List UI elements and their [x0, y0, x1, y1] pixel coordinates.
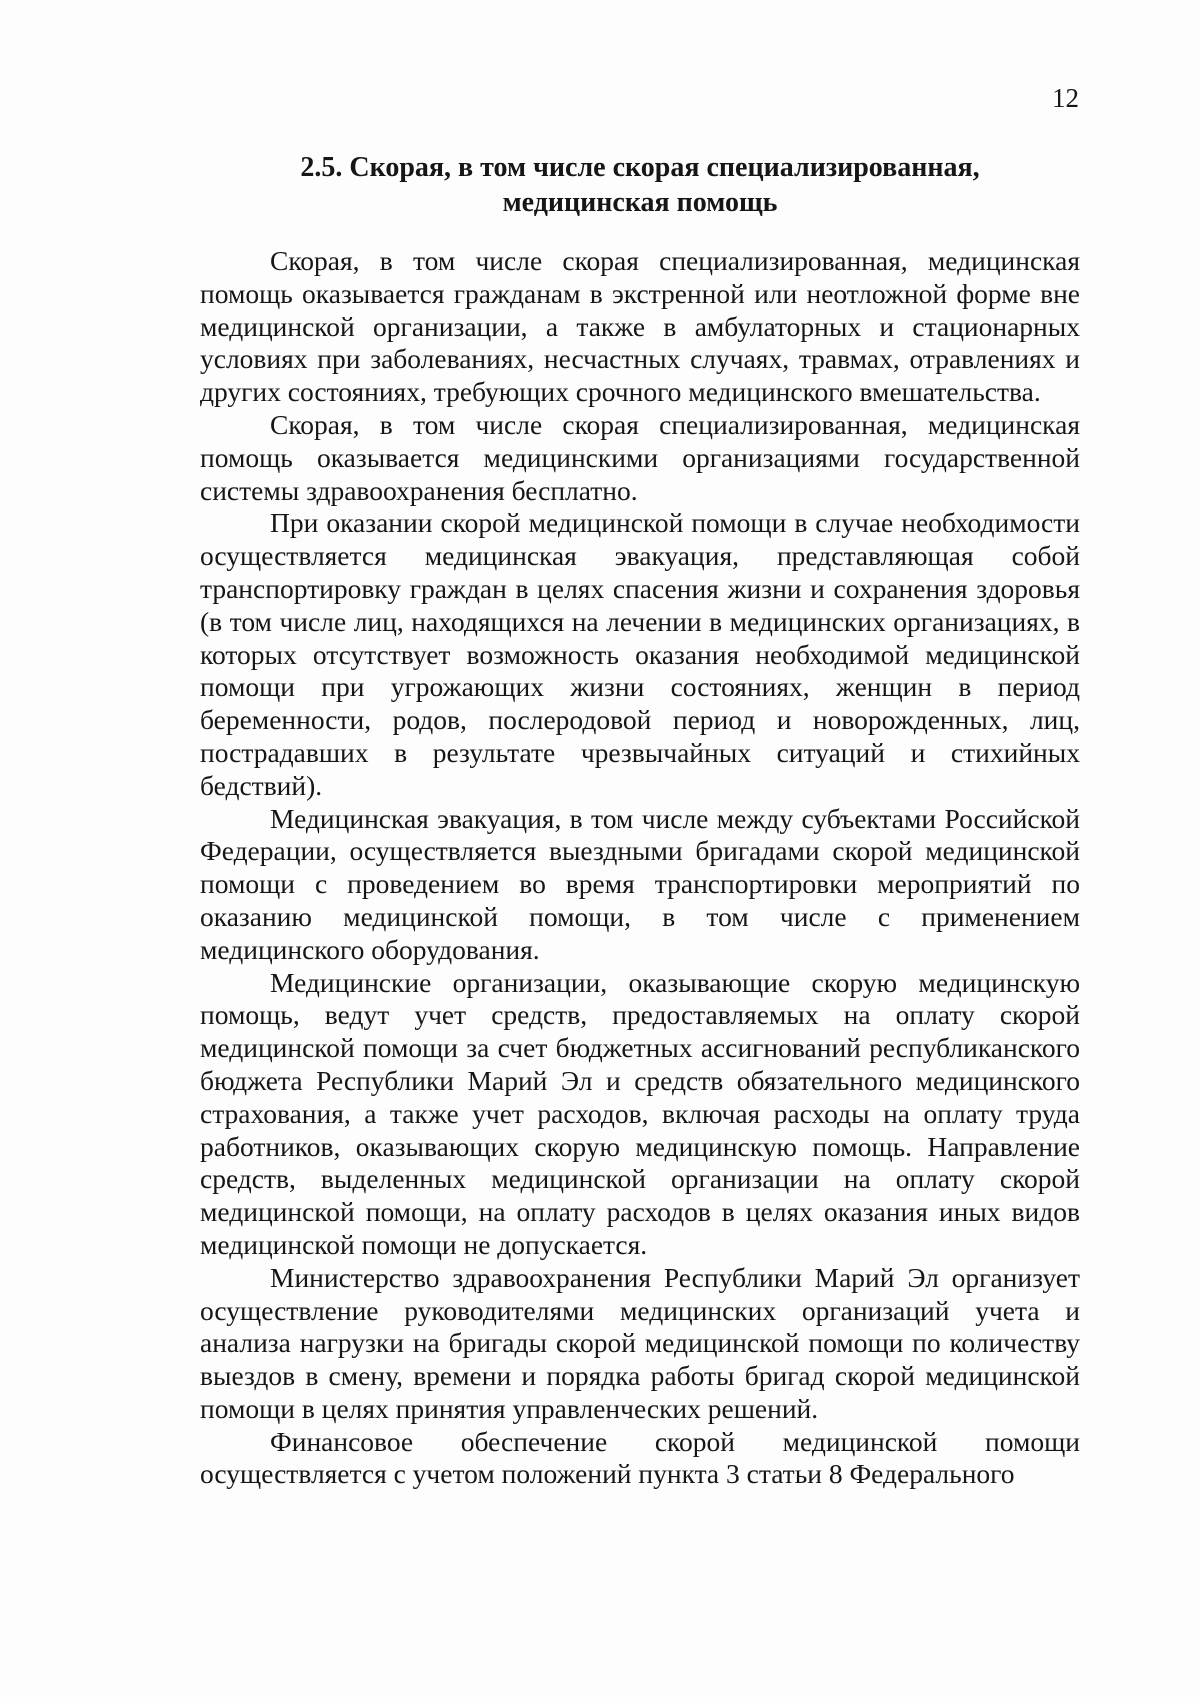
paragraph: Медицинская эвакуация, в том числе между субъектами Российской Федерации, осуществляется выездными бригадами скорой медицинской помощи с проведением во время транспортировки мероприятий по оказанию медицинской помощи, в том числе с применением медицинского оборудования.: [200, 802, 1080, 965]
paragraph: Медицинские организации, оказывающие скорую медицинскую помощь, ведут учет средств, предоставляемых на оплату скорой медицинской помощи за счет бюджетных ассигнований республиканского бюджета Республики Марий Эл и средств обязательного медицинского страхования, а также учет расходов, включая расходы на оплату труда работников, оказывающих скорую медицинскую помощь. Направление средств, выделенных медицинской организации на оплату скорой медицинской помощи, на оплату расходов в целях оказания иных видов медицинской помощи не допускается.: [200, 966, 1080, 1260]
paragraph: Скорая, в том числе скорая специализированная, медицинская помощь оказывается медицинскими организациями государственной системы здравоохранения бесплатно.: [200, 408, 1080, 506]
section-heading-line-1: 2.5. Скорая, в том числе скорая специализированная,: [300, 152, 980, 183]
body-text: [200, 245, 1080, 1491]
section-heading-line-2: медицинская помощь: [502, 187, 778, 218]
section-heading: [200, 150, 1080, 220]
paragraph: При оказании скорой медицинской помощи в случае необходимости осуществляется медицинская эвакуация, представляющая собой транспортировку граждан в целях спасения жизни и сохранения здоровья (в том числе лиц, находящихся на лечении в медицинских организациях, в которых отсутствует возможность оказания необходимой медицинской помощи при угрожающих жизни состояниях, женщин в период беременности, родов, послеродовой период и новорожденных, лиц, пострадавших в результате чрезвычайных ситуаций и стихийных бедствий).: [200, 507, 1080, 801]
page-number: 12: [1052, 83, 1079, 113]
paragraph: Скорая, в том числе скорая специализированная, медицинская помощь оказывается гражданам в экстренной или неотложной форме вне медицинской организации, а также в амбулаторных и стационарных условиях при заболеваниях, несчастных случаях, травмах, отравлениях и других состояниях, требующих срочного медицинского вмешательства.: [200, 245, 1080, 408]
paragraph: Министерство здравоохранения Республики Марий Эл организует осуществление руководителями медицинских организаций учета и анализа нагрузки на бригады скорой медицинской помощи по количеству выездов в смену, времени и порядка работы бригад скорой медицинской помощи в целях принятия управленческих решений.: [200, 1261, 1080, 1424]
paragraph: Финансовое обеспечение скорой медицинской помощи осуществляется с учетом положений пункта 3 статьи 8 Федерального: [200, 1425, 1080, 1490]
